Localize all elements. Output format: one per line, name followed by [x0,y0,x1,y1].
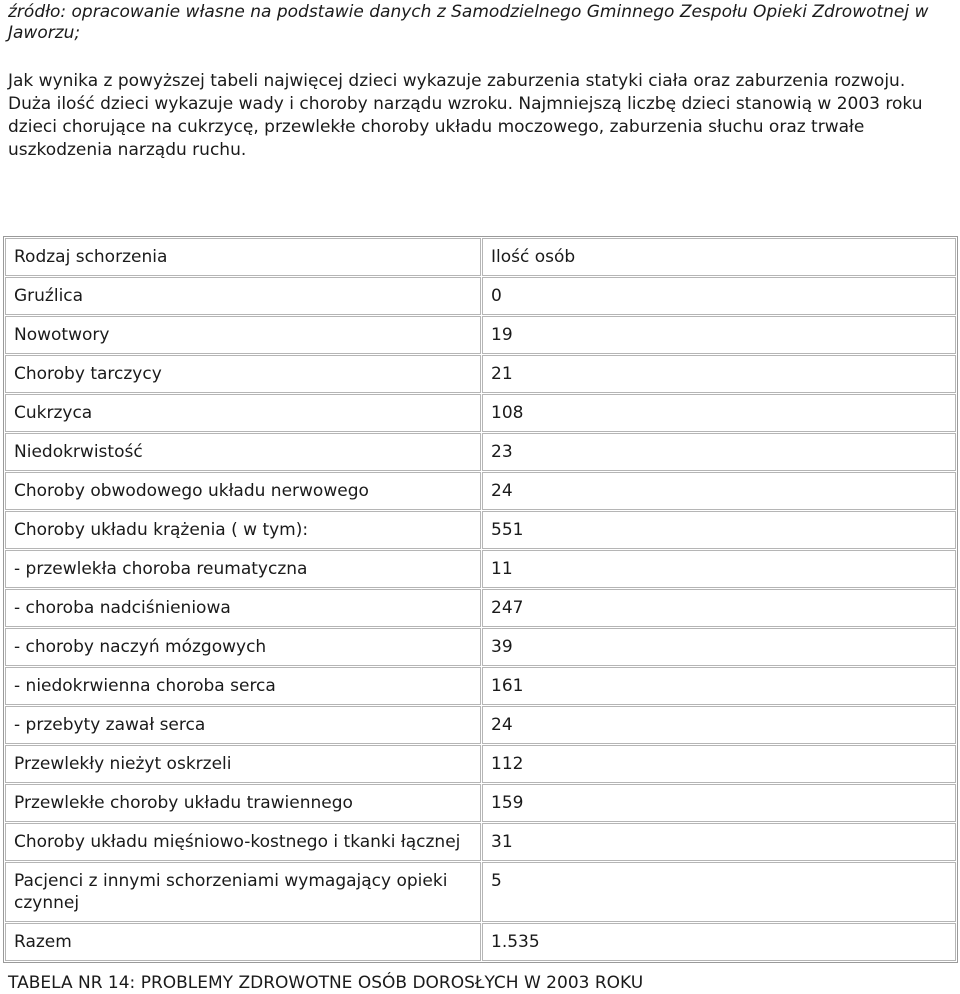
table-row [5,745,956,783]
table-row [5,823,956,861]
table-row [5,784,956,822]
table-row [5,316,956,354]
table-row [5,433,956,471]
row-count: 19 [482,316,956,354]
table-row [5,472,956,510]
row-count: 247 [482,589,956,627]
table-body [5,238,956,961]
row-count: 1.535 [482,923,956,961]
row-condition: - choroba nadciśnieniowa [5,589,481,627]
row-count: 11 [482,550,956,588]
table-row [5,628,956,666]
row-condition: Choroby obwodowego układu nerwowego [5,472,481,510]
row-count: 24 [482,706,956,744]
row-count: 159 [482,784,956,822]
row-count: 31 [482,823,956,861]
table-caption: TABELA NR 14: PROBLEMY ZDROWOTNE OSÓB DOROSŁYCH W 2003 ROKU [8,973,644,993]
header-count: Ilość osób [482,238,956,276]
row-condition: Nowotwory [5,316,481,354]
row-condition: Choroby układu krążenia ( w tym): [5,511,481,549]
table-row [5,667,956,705]
row-count: 24 [482,472,956,510]
row-count: 0 [482,277,956,315]
row-condition: Gruźlica [5,277,481,315]
table-row [5,511,956,549]
row-condition: Choroby tarczycy [5,355,481,393]
row-count: 551 [482,511,956,549]
table-row [5,277,956,315]
row-count: 161 [482,667,956,705]
row-condition: - przewlekła choroba reumatyczna [5,550,481,588]
row-count: 108 [482,394,956,432]
table-header-row [5,238,956,276]
summary-paragraph: Jak wynika z powyższej tabeli najwięcej dzieci wykazuje zaburzenia statyki ciała oraz zaburzenia rozwoju. Duża ilość dzieci wykazuje wady i choroby narządu wzroku. Najmniejszą liczbę dzieci stanowią w 2003 roku dzieci chorujące na cukrzycę, przewlekłe choroby układu moczowego, zaburzenia słuchu oraz trwałe uszkodzenia narządu ruchu. [8,71,923,160]
table-row [5,394,956,432]
row-condition: Przewlekły nieżyt oskrzeli [5,745,481,783]
row-count: 5 [482,862,956,922]
row-condition: - przebyty zawał serca [5,706,481,744]
row-condition: Razem [5,923,481,961]
table-total-row [5,923,956,961]
health-problems-table [3,236,958,963]
table-row [5,706,956,744]
header-condition-type: Rodzaj schorzenia [5,238,481,276]
row-condition: Pacjenci z innymi schorzeniami wymagający opieki czynnej [5,862,481,922]
row-count: 39 [482,628,956,666]
row-count: 112 [482,745,956,783]
row-condition: - niedokrwienna choroba serca [5,667,481,705]
row-condition: Niedokrwistość [5,433,481,471]
table-row [5,862,956,922]
row-count: 21 [482,355,956,393]
row-condition: Choroby układu mięśniowo-kostnego i tkanki łącznej [5,823,481,861]
row-condition: - choroby naczyń mózgowych [5,628,481,666]
source-note: źródło: opracowanie własne na podstawie danych z Samodzielnego Gminnego Zespołu Opieki Zdrowotnej w Jaworzu; [8,2,929,43]
table-row [5,355,956,393]
row-condition: Cukrzyca [5,394,481,432]
table-row [5,550,956,588]
table-row [5,589,956,627]
row-condition: Przewlekłe choroby układu trawiennego [5,784,481,822]
row-count: 23 [482,433,956,471]
